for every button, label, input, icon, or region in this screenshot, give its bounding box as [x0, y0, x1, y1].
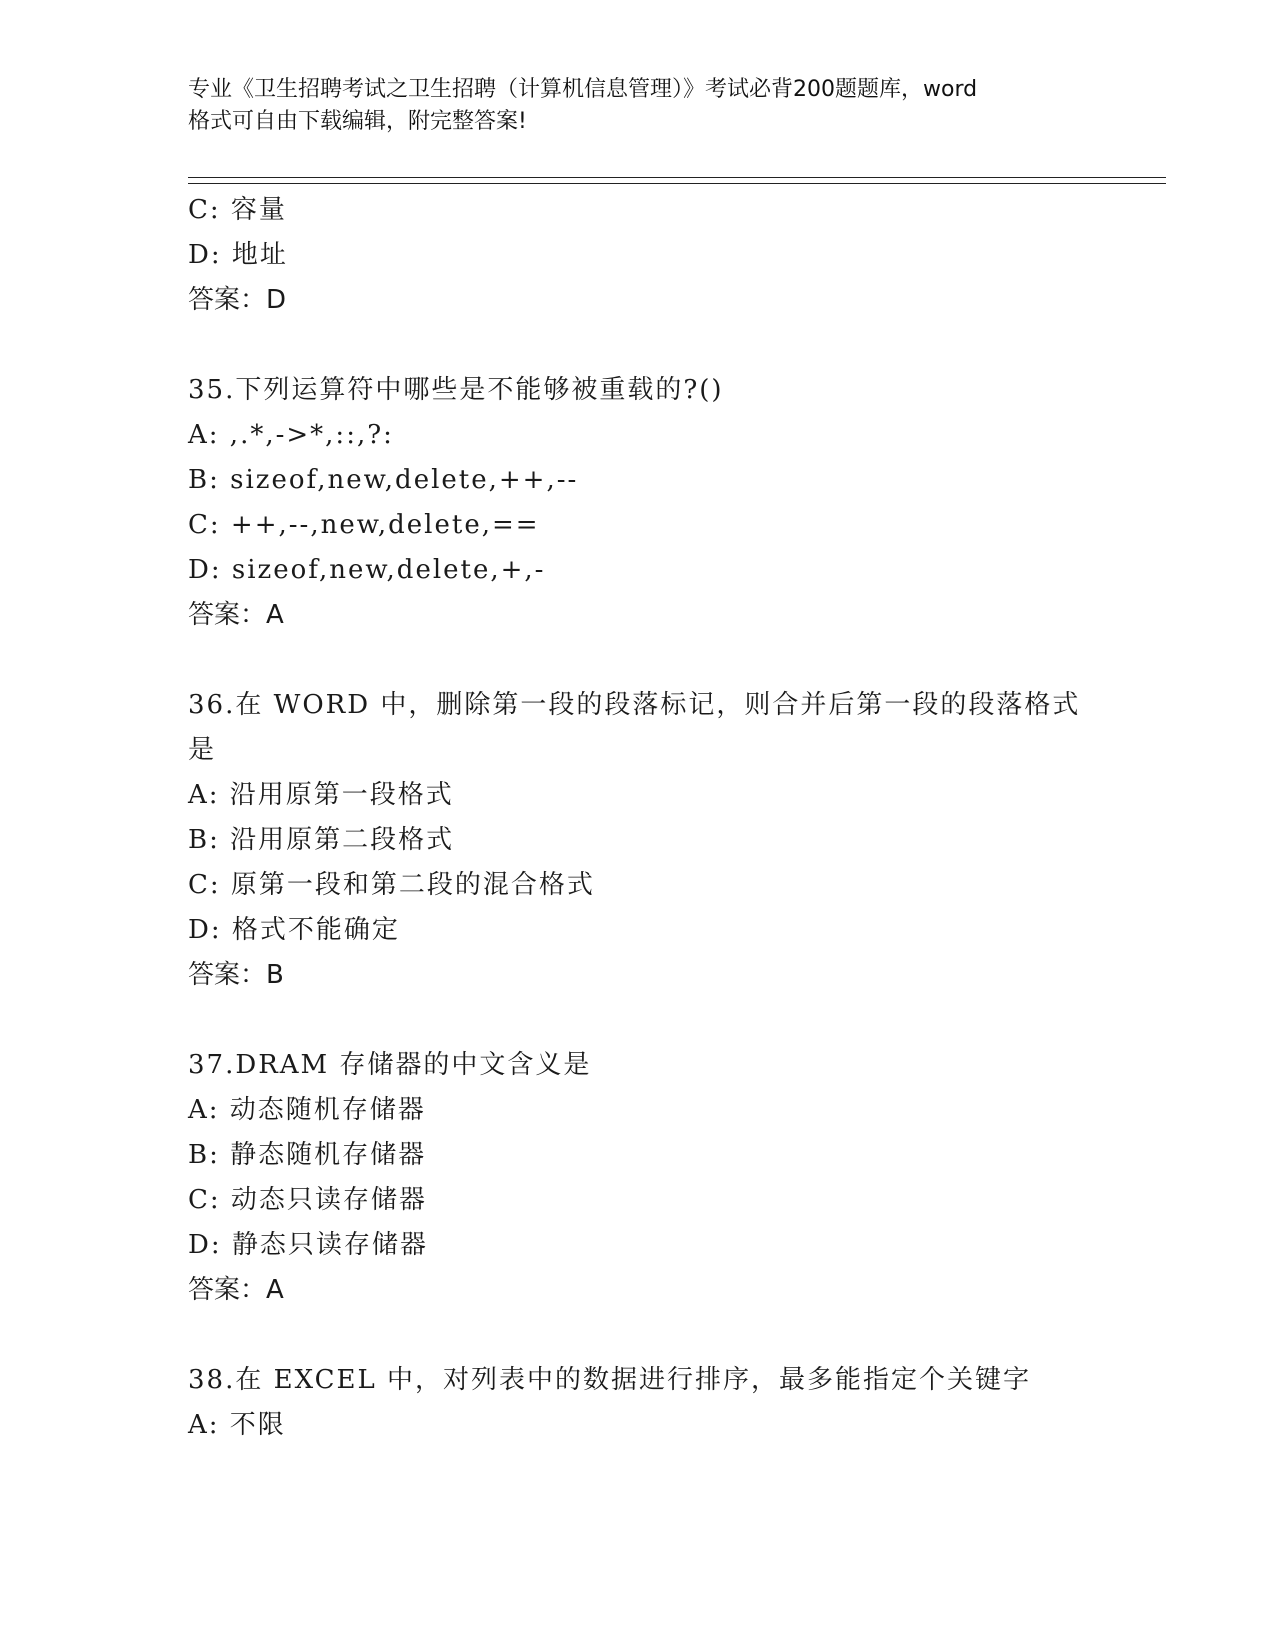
document-header: [188, 74, 1088, 138]
option-a: A: 动态随机存储器: [188, 1095, 426, 1125]
question-stem: 37.DRAM 存储器的中文含义是: [188, 1050, 592, 1080]
option-a: A: 沿用原第一段格式: [188, 780, 454, 810]
option-c: C: 动态只读存储器: [188, 1185, 427, 1215]
answer: 答案：B: [188, 960, 284, 990]
question-stem-continued: 是: [188, 735, 217, 765]
option-a: A: 不限: [188, 1410, 286, 1440]
option-d: D: sizeof,new,delete,+,-: [188, 555, 546, 585]
option-c: C: 原第一段和第二段的混合格式: [188, 870, 595, 900]
header-divider-top: [188, 177, 1166, 178]
question-stem: 35.下列运算符中哪些是不能够被重载的?(): [188, 375, 724, 405]
answer: 答案：A: [188, 600, 284, 630]
option-d: D: 格式不能确定: [188, 915, 400, 945]
option-c: C: ++,--,new,delete,==: [188, 510, 540, 540]
option-b: B: 静态随机存储器: [188, 1140, 427, 1170]
answer: 答案：A: [188, 1275, 284, 1305]
header-line-1: 专业《卫生招聘考试之卫生招聘（计算机信息管理）》考试必背200题题库，word: [188, 77, 978, 102]
option-a: A: ,.*,->*,::,?:: [188, 420, 394, 450]
question-stem: 36.在 WORD 中，删除第一段的段落标记，则合并后第一段的段落格式: [188, 690, 1081, 720]
question-stem: 38.在 EXCEL 中，对列表中的数据进行排序，最多能指定个关键字: [188, 1365, 1032, 1395]
answer: 答案：D: [188, 285, 287, 315]
option-b: B: sizeof,new,delete,++,--: [188, 465, 579, 495]
header-line-2: 格式可自由下载编辑，附完整答案!: [188, 109, 527, 134]
option-c: C: 容量: [188, 195, 287, 225]
option-d: D: 静态只读存储器: [188, 1230, 428, 1260]
header-divider-bottom: [188, 183, 1166, 184]
option-b: B: 沿用原第二段格式: [188, 825, 455, 855]
option-d: D: 地址: [188, 240, 288, 270]
